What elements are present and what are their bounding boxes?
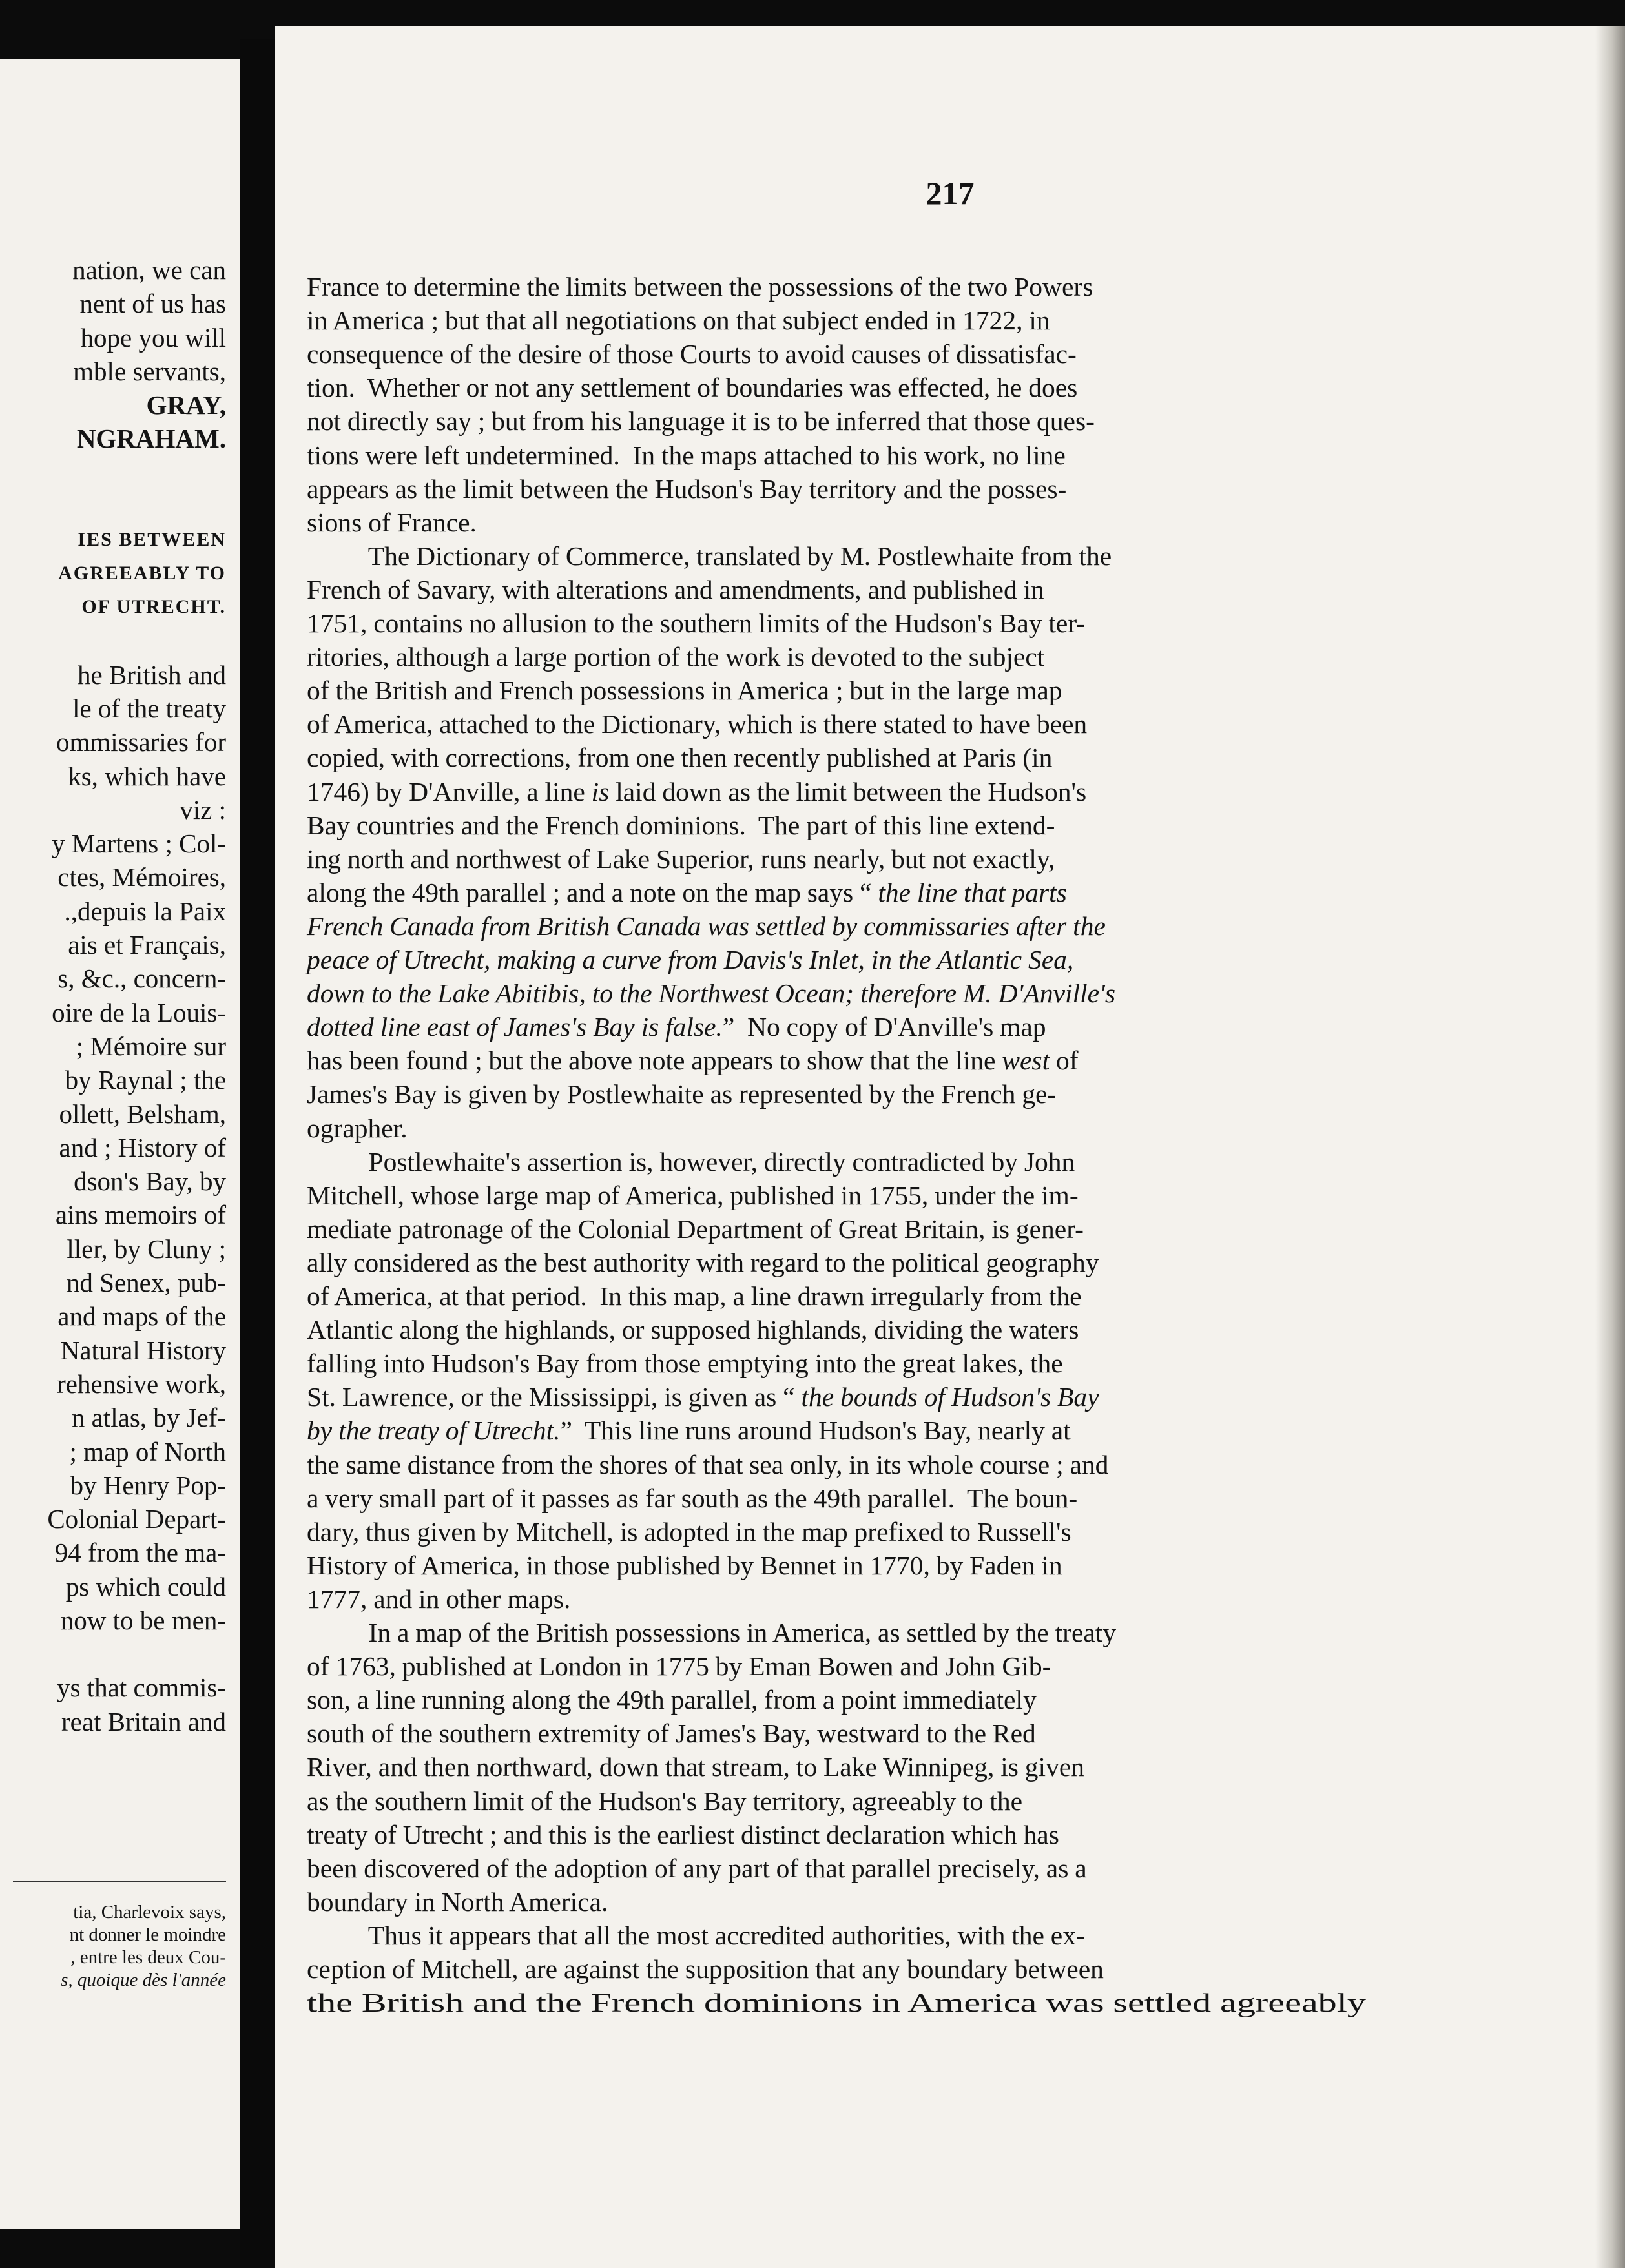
left-page-line: now to be men-	[60, 1605, 226, 1635]
text-run: in America ; but that all negotiations on that subject ended in 1722, in	[307, 305, 1050, 336]
body-line	[307, 1818, 1625, 1851]
italic-run: down to the Lake Abitibis, to the Northwest Ocean; therefore M. D'Anville's	[307, 978, 1116, 1009]
left-footnote-line: s, quoique dès l'année	[61, 1970, 226, 1990]
left-page-line: by Henry Pop-	[70, 1470, 226, 1500]
text-run: tions were left undetermined. In the maps attached to his work, no line	[307, 440, 1066, 470]
text-run: falling into Hudson's Bay from those emptying into the great lakes, the	[307, 1348, 1063, 1379]
body-line	[307, 1279, 1625, 1313]
text-run: 1746) by D'Anville, a line	[307, 776, 592, 807]
text-run: France to determine the limits between the possessions of the two Powers	[307, 272, 1093, 302]
body-line	[307, 741, 1625, 774]
body-line	[307, 1582, 1625, 1616]
book-gutter	[240, 39, 275, 2260]
left-page-line: nation, we can	[72, 255, 226, 285]
left-page-line: s, &c., concern-	[57, 964, 226, 994]
body-line	[307, 1010, 1625, 1044]
left-page-line: Natural History	[60, 1335, 226, 1365]
left-page-line: hope you will	[80, 322, 226, 353]
body-line	[307, 1212, 1625, 1246]
text-run: Postlewhaite's assertion is, however, directly contradicted by John	[343, 1146, 1075, 1177]
left-page-line: ommissaries for	[56, 727, 226, 758]
text-run: the British and the French dominions in America was settled agreeably	[307, 1988, 1366, 2018]
left-page-line: ller, by Cluny ;	[67, 1233, 226, 1264]
text-run: of America, attached to the Dictionary, which is there stated to have been	[307, 709, 1088, 739]
text-run: Mitchell, whose large map of America, published in 1755, under the im-	[307, 1180, 1079, 1210]
italic-run: French Canada from British Canada was settled by commissaries after the	[307, 911, 1106, 941]
left-footnote-line: nt donner le moindre	[69, 1924, 226, 1945]
left-page-line: by Raynal ; the	[65, 1065, 226, 1095]
text-run: ” This line runs around Hudson's Bay, nearly at	[560, 1416, 1071, 1446]
body-line	[307, 337, 1625, 371]
body-line	[307, 404, 1625, 438]
text-run: copied, with corrections, from one then recently published at Paris (in	[307, 743, 1053, 773]
left-page-line: IES BETWEEN	[78, 528, 226, 550]
text-run: treaty of Utrecht ; and this is the earliest distinct declaration which has	[307, 1819, 1059, 1850]
left-page-line: ; Mémoire sur	[76, 1031, 226, 1061]
body-line	[343, 1616, 1625, 1649]
left-page-line: ys that commis-	[57, 1673, 226, 1703]
text-run: dary, thus given by Mitchell, is adopted in the map prefixed to Russell's	[307, 1516, 1071, 1547]
body-line	[307, 1044, 1625, 1077]
text-run: ception of Mitchell, are against the supposition that any boundary between	[307, 1954, 1104, 1984]
text-run: son, a line running along the 49th parallel, from a point immediately	[307, 1685, 1037, 1715]
left-page-line: y Martens ; Col-	[52, 829, 226, 859]
text-run: 1777, and in other maps.	[307, 1583, 571, 1614]
text-run: south of the southern extremity of James's Bay, westward to the Red	[307, 1718, 1036, 1749]
left-page-line: he British and	[77, 659, 226, 690]
left-page-line: OF UTRECHT.	[81, 596, 226, 618]
body-line	[307, 1952, 1625, 1986]
body-line	[307, 472, 1625, 506]
body-line	[307, 1481, 1625, 1515]
footnote-rule	[13, 1881, 226, 1882]
left-footnote-line: , entre les deux Cou-	[70, 1947, 226, 1968]
body-line	[343, 1919, 1625, 1952]
body-line	[307, 909, 1625, 943]
text-run: River, and then northward, down that stream, to Lake Winnipeg, is given	[307, 1752, 1084, 1782]
body-line	[307, 1313, 1625, 1346]
left-page-line: oire de la Louis-	[52, 997, 226, 1027]
text-run: sions of France.	[307, 507, 477, 537]
body-line	[307, 976, 1625, 1010]
body-line	[307, 371, 1625, 404]
text-run: along the 49th parallel ; and a note on the map says “	[307, 877, 878, 907]
left-page-line: ais et Français,	[68, 930, 226, 960]
left-page-line: reat Britain and	[61, 1706, 226, 1737]
text-run: has been found ; but the above note appears to show that the line	[307, 1046, 1002, 1076]
left-page-line: AGREEABLY TO	[58, 562, 226, 584]
text-run: of 1763, published at London in 1775 by Eman Bowen and John Gib-	[307, 1651, 1051, 1682]
left-page-line: and maps of the	[57, 1301, 226, 1332]
left-page-line: ollett, Belsham,	[59, 1098, 226, 1129]
body-line	[307, 506, 1625, 539]
text-run: tion. Whether or not any settlement of boundaries was effected, he does	[307, 373, 1078, 403]
body-line	[307, 438, 1625, 472]
body-line	[307, 304, 1625, 337]
italic-run: the line that parts	[878, 877, 1067, 907]
text-run: ally considered as the best authority with regard to the political geography	[307, 1247, 1099, 1277]
text-run: History of America, in those published by Bennet in 1770, by Faden in	[307, 1550, 1062, 1580]
text-run: St. Lawrence, or the Mississippi, is given as “	[307, 1382, 802, 1412]
left-page-line: ps which could	[65, 1571, 226, 1602]
text-run: laid down as the limit between the Hudson's	[609, 776, 1087, 807]
left-page-line: mble servants,	[73, 356, 226, 386]
text-run: Thus it appears that all the most accredited authorities, with the ex-	[343, 1920, 1085, 1950]
left-footnote-line: tia, Charlevoix says,	[73, 1902, 226, 1923]
text-run: In a map of the British possessions in America, as settled by the treaty	[343, 1618, 1117, 1647]
left-page-line: le of the treaty	[72, 693, 226, 723]
left-page-line: n atlas, by Jef-	[71, 1403, 226, 1433]
body-line	[307, 1851, 1625, 1885]
body-line	[307, 1179, 1625, 1212]
text-run: ritories, although a large portion of the work is devoted to the subject	[307, 642, 1045, 672]
left-page-footnotes	[0, 1901, 226, 1992]
text-run: ” No copy of D'Anville's map	[722, 1012, 1046, 1042]
left-page-line: rehensive work,	[57, 1368, 226, 1399]
body-line	[307, 1784, 1625, 1818]
body-line	[307, 1111, 1625, 1145]
italic-run: west	[1002, 1046, 1050, 1076]
text-run: Bay countries and the French dominions. The part of this line extend-	[307, 810, 1055, 840]
left-page-line: nd Senex, pub-	[66, 1268, 226, 1298]
body-line	[307, 1515, 1625, 1549]
left-page-line: 94 from the ma-	[54, 1538, 226, 1568]
body-line	[307, 270, 1625, 304]
body-line	[307, 573, 1625, 606]
body-line	[307, 707, 1625, 741]
text-run: appears as the limit between the Hudson's Bay territory and the posses-	[307, 473, 1067, 504]
left-page-line: viz :	[180, 794, 226, 825]
text-run: of the British and French possessions in America ; but in the large map	[307, 675, 1062, 706]
left-page-line: ks, which have	[68, 761, 226, 791]
text-run: 1751, contains no allusion to the southern limits of the Hudson's Bay ter-	[307, 608, 1086, 638]
body-line	[307, 1716, 1625, 1750]
text-run: boundary in North America.	[307, 1886, 608, 1917]
body-line	[307, 1549, 1625, 1582]
left-page-line: GRAY,	[146, 390, 226, 420]
text-run: Atlantic along the highlands, or supposed highlands, dividing the waters	[307, 1315, 1079, 1345]
text-run: as the southern limit of the Hudson's Bay territory, agreeably to the	[307, 1786, 1022, 1816]
text-run: mediate patronage of the Colonial Department of Great Britain, is gener-	[307, 1213, 1084, 1244]
body-line	[307, 1750, 1625, 1784]
body-line	[307, 606, 1625, 640]
left-page-line	[0, 456, 226, 490]
body-line	[343, 1145, 1625, 1179]
body-line	[307, 640, 1625, 674]
left-page-line: ains memoirs of	[55, 1200, 226, 1230]
body-line	[307, 1885, 1625, 1919]
body-line	[307, 1986, 1625, 2019]
left-page-line: and ; History of	[59, 1132, 226, 1162]
italic-run: the bounds of Hudson's Bay	[801, 1382, 1099, 1412]
text-run: of America, at that period. In this map, a line drawn irregularly from the	[307, 1281, 1082, 1311]
left-page-line: .,depuis la Paix	[64, 896, 226, 926]
left-page-line: Colonial Depart-	[47, 1504, 226, 1534]
left-page-line	[0, 1637, 226, 1671]
body-line	[307, 1346, 1625, 1380]
body-line	[307, 842, 1625, 876]
italic-run: dotted line east of James's Bay is false.	[307, 1012, 723, 1042]
body-line	[307, 1649, 1625, 1683]
left-page-text	[0, 253, 226, 1738]
text-run: not directly say ; but from his language it is to be inferred that those ques-	[307, 406, 1095, 437]
body-line	[307, 1414, 1625, 1447]
text-run: a very small part of it passes as far south as the 49th parallel. The boun-	[307, 1483, 1078, 1513]
left-page-line	[0, 490, 226, 523]
body-line	[307, 775, 1625, 809]
left-page-line: ; map of North	[69, 1436, 226, 1467]
italic-run: peace of Utrecht, making a curve from Davis's Inlet, in the Atlantic Sea,	[307, 945, 1074, 974]
left-page-line	[0, 624, 226, 658]
body-line	[307, 1448, 1625, 1481]
body-line	[307, 876, 1625, 909]
text-run: been discovered of the adoption of any part of that parallel precisely, as a	[307, 1853, 1087, 1883]
italic-run: by the treaty of Utrecht.	[307, 1416, 561, 1446]
right-page	[275, 26, 1625, 2268]
text-run: The Dictionary of Commerce, translated by M. Postlewhaite from the	[343, 541, 1112, 571]
body-line	[307, 674, 1625, 707]
left-page-line: NGRAHAM.	[76, 424, 226, 454]
left-page-fragment	[0, 59, 240, 2229]
left-page-line: nent of us has	[79, 289, 226, 319]
body-line	[307, 809, 1625, 842]
text-run: ographer.	[307, 1113, 408, 1143]
body-line	[307, 1683, 1625, 1716]
text-run: French of Savary, with alterations and amendments, and published in	[307, 574, 1044, 604]
page-number: 217	[926, 175, 975, 211]
body-line	[343, 539, 1625, 573]
text-run: James's Bay is given by Postlewhaite as represented by the French ge-	[307, 1079, 1057, 1109]
text-run: consequence of the desire of those Courts to avoid causes of dissatisfac-	[307, 339, 1077, 369]
body-line	[307, 943, 1625, 976]
body-line	[307, 1380, 1625, 1414]
italic-run: is	[591, 776, 610, 807]
text-run: ing north and northwest of Lake Superior, runs nearly, but not exactly,	[307, 843, 1055, 874]
text-run: of	[1050, 1046, 1079, 1076]
text-run: the same distance from the shores of that sea only, in its whole course ; and	[307, 1449, 1109, 1479]
left-page-line: ctes, Mémoires,	[57, 862, 226, 892]
body-line	[307, 1246, 1625, 1279]
left-page-line: dson's Bay, by	[74, 1166, 226, 1197]
body-line	[307, 1077, 1625, 1111]
